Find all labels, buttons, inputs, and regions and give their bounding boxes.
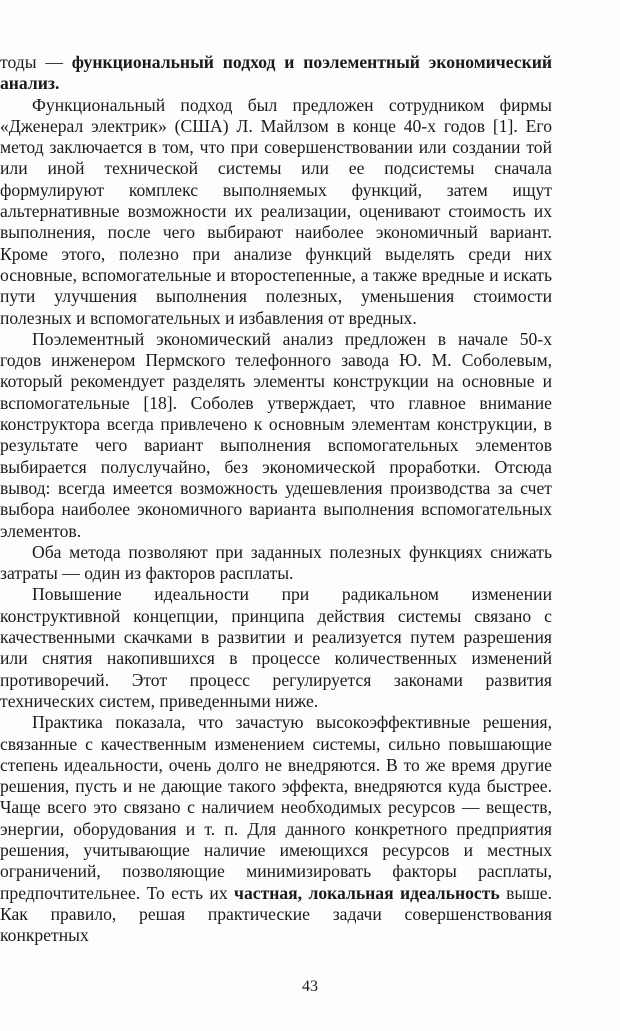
text-segment: тоды —	[0, 52, 72, 72]
text-segment: Практика показала, что зачастую высокоэффективные решения, связанные с качественным изменением системы, сильно повышающие степень идеальности, очень долго не внедряются. В то же время другие решения, пусть и не дающие такого эффекта, внедряются куда быстрее. Чаще всего это связано с наличием необходимых ресурсов — веществ, энергии, оборудования и т. п. Для данного конкретного предприятия решения, учитывающие наличие имеющихся ресурсов и местных ограничений, позволяющие минимизировать факторы расплаты, предпочтительнее. То есть их	[0, 712, 552, 903]
paragraph-4	[0, 584, 552, 712]
text-segment: Функциональный подход был предложен сотрудником фирмы «Дженерал электрик» (США) Л. Майлзом в конце 40-х годов [1]. Его метод заключается в том, что при совершенствовании или создании той или иной технической системы или ее подсистемы сначала формулируют комплекс выполняемых функций, затем ищут альтернативные возможности их реализации, оценивают стоимость их выполнения, после чего выбирают наиболее экономичный вариант. Кроме этого, полезно при анализе функций выделять среди них основные, вспомогательные и второстепенные, а также вредные и искать пути улучшения выполнения полезных, уменьшения стоимости полезных и вспомогательных и избавления от вредных.	[0, 94, 552, 328]
paragraph-5	[0, 712, 552, 946]
text-segment: выше. Как правило, решая практические задачи совершенствования конкретных	[0, 882, 552, 946]
page-number: 43	[302, 978, 318, 995]
bold-text-segment: функциональный подход и поэлементный экономический анализ.	[0, 52, 552, 94]
text-segment: Поэлементный экономический анализ предложен в начале 50-х годов инженером Пермского телефонного завода Ю. М. Соболевым, который рекомендует разделять элементы конструкции на основные и вспомогательные [18]. Соболев утверждает, что главное внимание конструктора всегда привлечено к основным элементам конструкции, в результате чего вариант выполнения вспомогательных элементов выбирается полуслучайно, без экономической проработки. Отсюда вывод: всегда имеется возможность удешевления производства за счет выбора наиболее экономичного варианта выполнения вспомогательных элементов.	[0, 328, 552, 541]
body-text	[0, 52, 552, 946]
text-segment: Оба метода позволяют при заданных полезных функциях снижать затраты — один из факторов расплаты.	[0, 541, 552, 584]
paragraph-2	[0, 329, 552, 542]
bold-text-segment: частная, локальная идеальность	[234, 882, 500, 903]
paragraph-0	[0, 52, 552, 95]
text-segment: Повышение идеальности при радикальном изменении конструктивной концепции, принципа действия системы связано с качественными скачками в развитии и реализуется путем разрешения или снятия накопившихся в процессе количественных изменений противоречий. Этот процесс регулируется законами развития технических систем, приведенными ниже.	[0, 584, 552, 711]
paragraph-1	[0, 95, 552, 329]
paragraph-3	[0, 542, 552, 585]
